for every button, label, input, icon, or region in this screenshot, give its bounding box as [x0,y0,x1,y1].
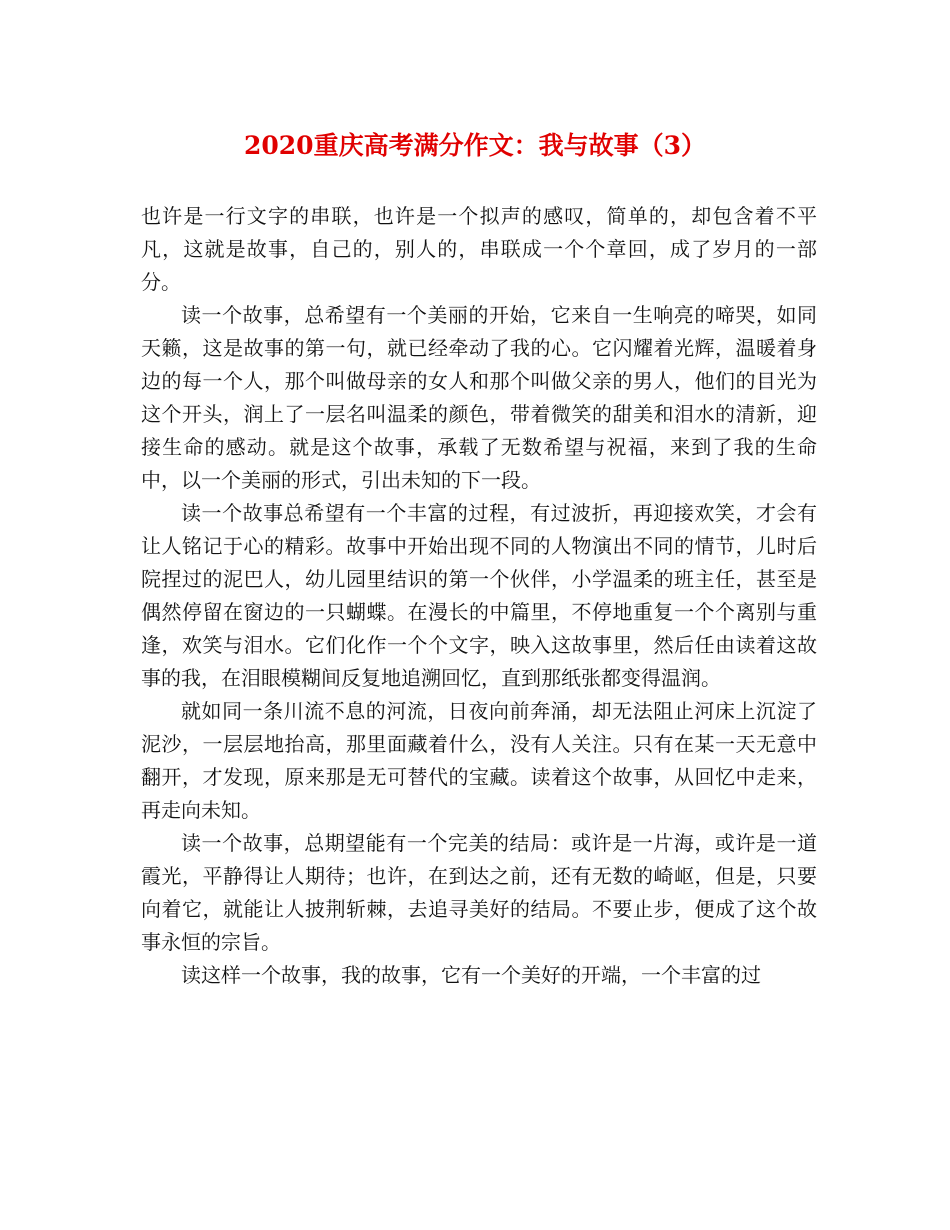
paragraph-1: 也许是一行文字的串联，也许是一个拟声的感叹，简单的，却包含着不平凡，这就是故事，自己的，别人的，串联成一个个章回，成了岁月的一部分。 [141,204,817,294]
document-body [141,200,817,992]
paragraph-2: 读一个故事，总希望有一个美丽的开始，它来自一生响亮的啼哭，如同天籁，这是故事的第一句，就已经牵动了我的心。它闪耀着光辉，温暖着身边的每一个人，那个叫做母亲的女人和那个叫做父亲的男人，他们的目光为这个开头，润上了一层名叫温柔的颜色，带着微笑的甜美和泪水的清新，迎接生命的感动。就是这个故事，承载了无数希望与祝福，来到了我的生命中，以一个美丽的形式，引出未知的下一段。 [141,303,817,492]
paragraph-4: 就如同一条川流不息的河流，日夜向前奔涌，却无法阻止河床上沉淀了泥沙，一层层地抬高，那里面藏着什么，没有人关注。只有在某一天无意中翻开，才发现，原来那是无可替代的宝藏。读着这个故事，从回忆中走来，再走向未知。 [141,699,817,822]
paragraph-6: 读这样一个故事，我的故事，它有一个美好的开端，一个丰富的过 [181,963,761,987]
document-title: 2020重庆高考满分作文：我与故事（3） [244,131,706,160]
paragraph-5: 读一个故事，总期望能有一个完美的结局：或许是一片海，或许是一道霞光，平静得让人期待；也许，在到达之前，还有无数的崎岖，但是，只要向着它，就能让人披荆斩棘，去追寻美好的结局。不要止步，便成了这个故事永恒的宗旨。 [141,831,817,954]
paragraph-3: 读一个故事总希望有一个丰富的过程，有过波折，再迎接欢笑，才会有让人铭记于心的精彩。故事中开始出现不同的人物演出不同的情节，儿时后院捏过的泥巴人，幼儿园里结识的第一个伙伴，小学温柔的班主任，甚至是偶然停留在窗边的一只蝴蝶。在漫长的中篇里，不停地重复一个个离别与重逢，欢笑与泪水。它们化作一个个文字，映入这故事里，然后任由读着这故事的我，在泪眼模糊间反复地追溯回忆，直到那纸张都变得温润。 [141,501,817,690]
